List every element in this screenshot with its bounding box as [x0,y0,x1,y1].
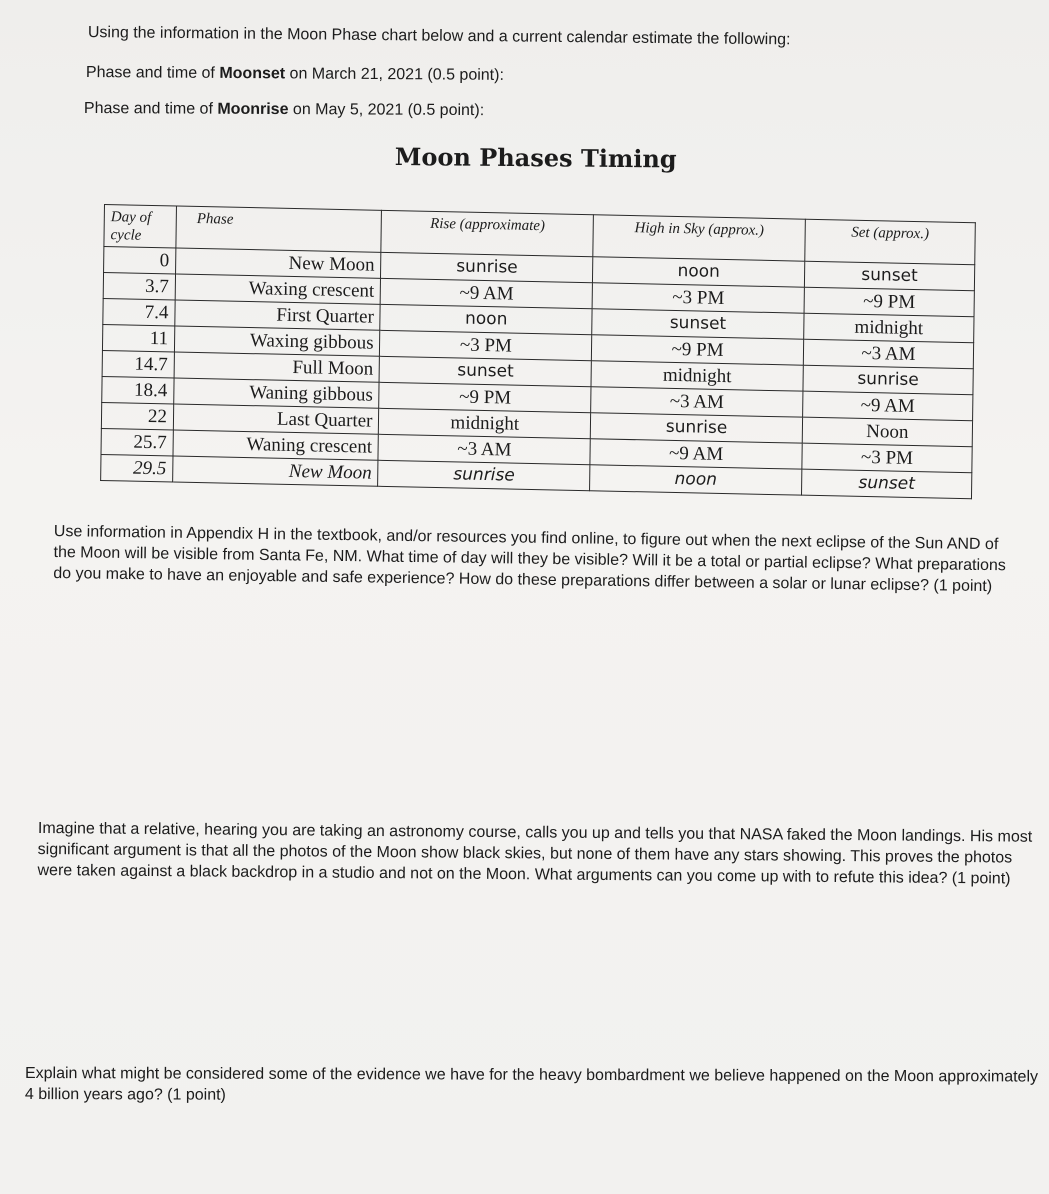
moon-phase-table [100,204,976,499]
bombardment-question: Explain what might be considered some of the evidence we have for the heavy bombardment we believe happened on the Moon approximately 4 billion years ago? (1 point) [24,1065,1039,1104]
cell-high: noon [593,257,805,287]
cell-phase: New Moon [175,248,381,278]
cell-phase: Waxing crescent [175,274,381,304]
eclipse-question: Use information in Appendix H in the textbook, and/or resources you find online, to figure out when the next eclipse of the Sun AND of the Moon will be visible from Santa Fe, NM. What time of day will they be visible? Will it be a total or partial eclipse? What preparations do you make to have an enjoyable and safe experience? How do these preparations differ between a solar or lunar eclipse? (1 point) [53,522,1006,596]
moonset-prefix: Phase and time of [85,64,220,82]
cell-rise: sunrise [378,460,590,490]
moonset-question [86,64,504,85]
cell-phase: Waxing gibbous [174,326,380,356]
cell-high: ~9 PM [592,335,804,365]
cell-phase: First Quarter [175,300,381,330]
cell-rise: sunrise [381,252,593,282]
moonset-keyword: Moonset [219,64,286,83]
cell-phase: New Moon [173,456,379,486]
cell-high: ~3 AM [591,387,803,417]
cell-rise: ~3 AM [378,434,590,464]
cell-rise: ~9 AM [381,278,593,308]
moonrise-prefix: Phase and time of [83,100,218,118]
cell-set: ~3 PM [802,443,972,473]
cell-phase: Full Moon [174,352,380,382]
cell-set: sunset [804,261,974,291]
header-high-in-sky: High in Sky (approx.) [593,215,805,261]
cell-rise: sunset [379,356,591,386]
cell-day: 22 [101,402,173,430]
cell-set: ~9 PM [804,287,974,317]
cell-set: sunrise [803,365,973,395]
cell-rise: ~3 PM [380,330,592,360]
header-rise: Rise (approximate) [381,210,593,256]
cell-day: 0 [104,247,176,275]
table-title: Moon Phases Timing [394,142,677,174]
cell-phase: Last Quarter [173,404,379,434]
cell-day: 11 [102,324,174,352]
header-set: Set (approx.) [805,219,976,265]
cell-set: sunset [801,469,971,499]
moon-landing-question: Imagine that a relative, hearing you are taking an astronomy course, calls you up and tells you that NASA faked the Moon landings. His most significant argument is that all the photos of the Moon show black skies, but none of them have any stars showing. This proves the photos were taken against a black backdrop in a studio and not on the Moon. What arguments can you come up with to refute this idea? (1 point) [37,819,1033,888]
header-phase: Phase [176,206,382,252]
cell-day: 18.4 [102,376,174,404]
moonrise-suffix: on May 5, 2021 (0.5 point): [288,101,485,120]
cell-day: 25.7 [101,428,173,456]
moonrise-keyword: Moonrise [217,100,289,119]
cell-high: noon [590,465,802,495]
cell-set: midnight [804,313,974,343]
cell-rise: midnight [379,408,591,438]
cell-day: 7.4 [103,299,175,327]
cell-high: ~3 PM [592,283,804,313]
cell-set: ~3 AM [803,339,973,369]
cell-rise: noon [380,304,592,334]
cell-phase: Waning gibbous [174,378,380,408]
moonrise-question [84,100,484,120]
header-day-of-cycle: Day of cycle [104,205,177,249]
cell-high: ~9 AM [590,439,802,469]
cell-set: ~9 AM [803,391,973,421]
cell-day: 14.7 [102,350,174,378]
cell-high: sunrise [590,413,802,443]
cell-phase: Waning crescent [173,430,379,460]
cell-set: Noon [802,417,972,447]
cell-high: sunset [592,309,804,339]
cell-day: 29.5 [101,454,173,482]
intro-instruction: Using the information in the Moon Phase chart below and a current calendar estimate the following: [87,24,791,49]
cell-high: midnight [591,361,803,391]
cell-day: 3.7 [103,273,175,301]
cell-rise: ~9 PM [379,382,591,412]
moonset-suffix: on March 21, 2021 (0.5 point): [285,65,504,84]
